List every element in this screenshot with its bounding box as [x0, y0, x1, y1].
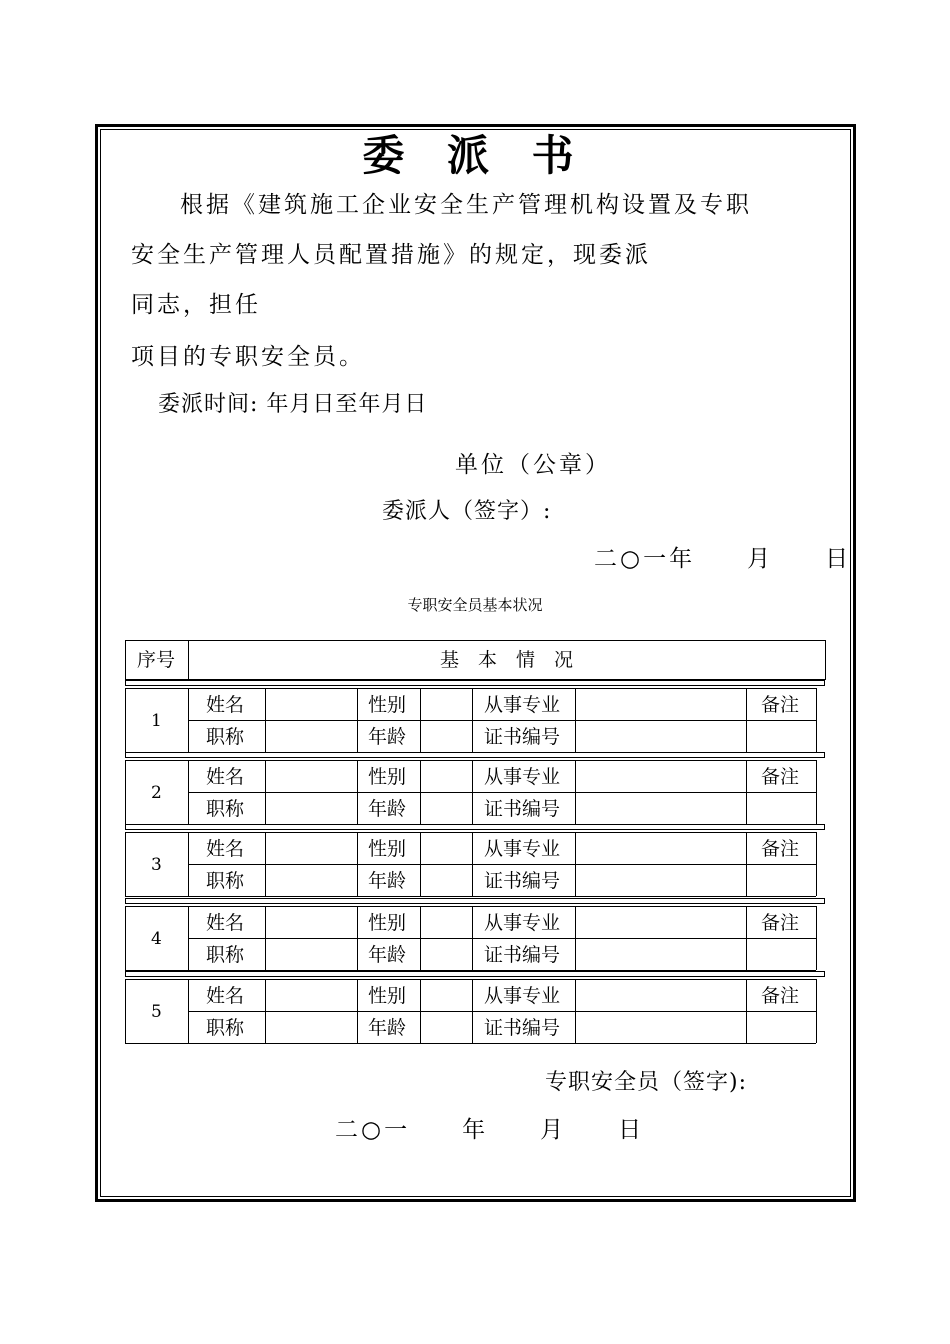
entry-number: 2 — [151, 783, 162, 803]
label-title: 职称 — [206, 798, 245, 820]
entry-left-border — [125, 760, 126, 824]
label-title: 职称 — [206, 726, 245, 748]
label-gender: 性别 — [368, 912, 407, 934]
entry-column-border — [472, 688, 473, 752]
entry-mid-border — [188, 864, 816, 865]
entry-number: 1 — [151, 711, 162, 731]
label-remark: 备注 — [761, 694, 800, 716]
entry-separator — [125, 680, 825, 686]
label-name: 姓名 — [206, 694, 245, 716]
entry-column-border — [188, 979, 189, 1043]
label-major: 从事专业 — [484, 912, 561, 934]
label-cert: 证书编号 — [484, 798, 561, 820]
label-name: 姓名 — [206, 985, 245, 1007]
header-info: 基 本 情 况 — [440, 649, 574, 671]
entry-bottom-border — [125, 896, 816, 897]
entry-left-border — [125, 906, 126, 970]
label-title: 职称 — [206, 1017, 245, 1039]
label-gender: 性别 — [368, 766, 407, 788]
entry-column-border — [357, 979, 358, 1043]
entry-column-border — [357, 906, 358, 970]
label-age: 年龄 — [368, 798, 407, 820]
paragraph-line-4: 项目的专职安全员。 — [131, 344, 365, 370]
label-name: 姓名 — [206, 912, 245, 934]
entry-column-border — [265, 906, 266, 970]
label-age: 年龄 — [368, 1017, 407, 1039]
entry-column-border — [420, 979, 421, 1043]
entry-column-border — [420, 906, 421, 970]
appointment-period: 委派时间: 年月日至年月日 — [158, 392, 428, 417]
entry-column-border — [816, 832, 817, 896]
appointment-date: 二○一年 月 日 — [594, 546, 852, 572]
entry-top-border — [125, 688, 816, 689]
label-remark: 备注 — [761, 985, 800, 1007]
safety-officer-signature-label: 专职安全员（签字): — [545, 1070, 747, 1095]
label-remark: 备注 — [761, 838, 800, 860]
label-major: 从事专业 — [484, 985, 561, 1007]
entry-top-border — [125, 832, 816, 833]
entry-column-border — [265, 832, 266, 896]
entry-bottom-border — [125, 1043, 816, 1044]
entry-column-border — [472, 832, 473, 896]
label-cert: 证书编号 — [484, 726, 561, 748]
entry-column-border — [472, 760, 473, 824]
document-title: 委 派 书 — [362, 131, 588, 180]
unit-seal-label: 单位（公章） — [455, 452, 611, 478]
label-major: 从事专业 — [484, 838, 561, 860]
footer-date: 二○一 年 月 日 — [335, 1117, 645, 1143]
entry-column-border — [265, 688, 266, 752]
entry-top-border — [125, 979, 816, 980]
entry-column-border — [357, 760, 358, 824]
entry-number: 4 — [151, 929, 162, 949]
label-gender: 性别 — [368, 985, 407, 1007]
entry-column-border — [188, 688, 189, 752]
entry-column-border — [265, 760, 266, 824]
entry-column-border — [816, 906, 817, 970]
entry-column-border — [472, 906, 473, 970]
label-cert: 证书编号 — [484, 870, 561, 892]
entry-separator — [125, 898, 825, 904]
entry-column-border — [746, 688, 747, 752]
label-major: 从事专业 — [484, 766, 561, 788]
label-name: 姓名 — [206, 838, 245, 860]
appointer-signature-label: 委派人（签字）: — [382, 499, 552, 524]
entry-column-border — [420, 688, 421, 752]
entry-mid-border — [188, 938, 816, 939]
entry-left-border — [125, 832, 126, 896]
entry-number: 3 — [151, 855, 162, 875]
entry-column-border — [575, 832, 576, 896]
entry-column-border — [746, 760, 747, 824]
entry-separator — [125, 752, 825, 758]
entry-column-border — [816, 688, 817, 752]
entry-column-border — [746, 832, 747, 896]
entry-separator — [125, 824, 825, 830]
entry-column-border — [188, 906, 189, 970]
entry-column-border — [472, 979, 473, 1043]
paragraph-line-1: 根据《建筑施工企业安全生产管理机构设置及专职 — [180, 192, 752, 218]
label-remark: 备注 — [761, 912, 800, 934]
entry-left-border — [125, 979, 126, 1043]
label-name: 姓名 — [206, 766, 245, 788]
entry-column-border — [746, 979, 747, 1043]
header-divider — [188, 640, 189, 680]
header-top-border — [125, 640, 825, 641]
label-age: 年龄 — [368, 944, 407, 966]
entry-column-border — [575, 760, 576, 824]
table-caption: 专职安全员基本状况 — [407, 596, 543, 614]
entry-column-border — [746, 906, 747, 970]
entry-column-border — [357, 832, 358, 896]
entry-column-border — [420, 760, 421, 824]
entry-column-border — [575, 906, 576, 970]
entry-mid-border — [188, 720, 816, 721]
entry-left-border — [125, 688, 126, 752]
label-cert: 证书编号 — [484, 1017, 561, 1039]
label-cert: 证书编号 — [484, 944, 561, 966]
label-title: 职称 — [206, 870, 245, 892]
header-right-border — [825, 640, 826, 680]
header-left-border — [125, 640, 126, 680]
entry-top-border — [125, 760, 816, 761]
label-remark: 备注 — [761, 766, 800, 788]
entry-number: 5 — [151, 1002, 162, 1022]
entry-mid-border — [188, 792, 816, 793]
entry-column-border — [357, 688, 358, 752]
paragraph-line-2: 安全生产管理人员配置措施》的规定，现委派 — [131, 242, 651, 268]
label-title: 职称 — [206, 944, 245, 966]
entry-column-border — [816, 760, 817, 824]
label-gender: 性别 — [368, 694, 407, 716]
label-age: 年龄 — [368, 870, 407, 892]
paragraph-line-3: 同志，担任 — [131, 292, 261, 318]
entry-column-border — [816, 979, 817, 1043]
entry-column-border — [575, 688, 576, 752]
label-age: 年龄 — [368, 726, 407, 748]
entry-top-border — [125, 906, 816, 907]
entry-separator — [125, 971, 825, 977]
entry-column-border — [265, 979, 266, 1043]
entry-mid-border — [188, 1011, 816, 1012]
entry-column-border — [188, 832, 189, 896]
entry-column-border — [188, 760, 189, 824]
entry-column-border — [575, 979, 576, 1043]
entry-column-border — [420, 832, 421, 896]
header-seq: 序号 — [137, 649, 176, 671]
label-major: 从事专业 — [484, 694, 561, 716]
label-gender: 性别 — [368, 838, 407, 860]
